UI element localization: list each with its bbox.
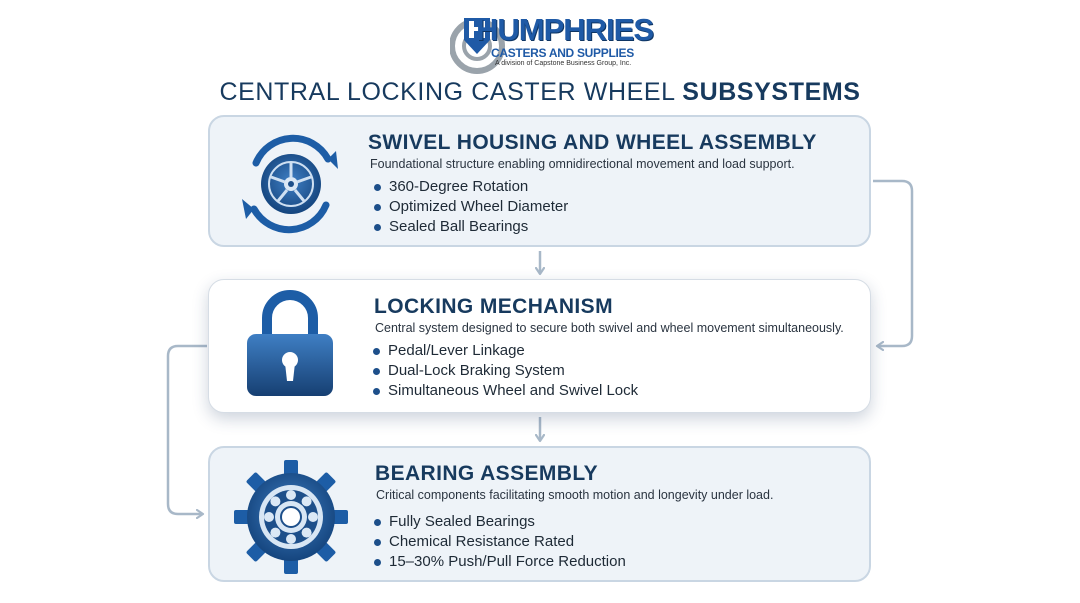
feature-list [371, 341, 638, 401]
gear-bearing-icon [232, 458, 350, 576]
card-description: Central system designed to secure both swivel and wheel movement simultaneously. [375, 321, 844, 335]
card-description: Foundational structure enabling omnidirectional movement and load support. [370, 157, 795, 171]
wheel-rotation-icon [232, 123, 350, 241]
feature-list [372, 512, 626, 572]
logo-subtitle: CASTERS AND SUPPLIES [491, 46, 634, 60]
card-title: BEARING ASSEMBLY [375, 462, 599, 485]
card-title: LOCKING MECHANISM [374, 295, 613, 318]
list-item: Simultaneous Wheel and Swivel Lock [371, 381, 638, 401]
list-item: Dual-Lock Braking System [371, 361, 638, 381]
card-bearing-assembly [208, 446, 871, 582]
page-title-bold: SUBSYSTEMS [682, 78, 861, 106]
connector-right-loop [873, 181, 912, 346]
card-locking-mechanism [208, 279, 871, 413]
page-title-regular: CENTRAL LOCKING CASTER WHEEL [219, 78, 683, 106]
list-item: Chemical Resistance Rated [372, 532, 626, 552]
list-item: Optimized Wheel Diameter [372, 197, 568, 217]
padlock-icon [231, 288, 349, 406]
card-swivel-housing [208, 115, 871, 247]
card-description: Critical components facilitating smooth motion and longevity under load. [376, 488, 774, 502]
list-item: Pedal/Lever Linkage [371, 341, 638, 361]
logo-brand-text: HUMPHRIES [476, 12, 654, 47]
logo-tagline: A division of Capstone Business Group, Inc. [495, 60, 632, 67]
list-item: 360-Degree Rotation [372, 177, 568, 197]
feature-list [372, 177, 568, 237]
list-item: 15–30% Push/Pull Force Reduction [372, 552, 626, 572]
connector-left-loop [168, 346, 207, 514]
list-item: Fully Sealed Bearings [372, 512, 626, 532]
card-title: SWIVEL HOUSING AND WHEEL ASSEMBLY [368, 131, 817, 154]
list-item: Sealed Ball Bearings [372, 217, 568, 237]
